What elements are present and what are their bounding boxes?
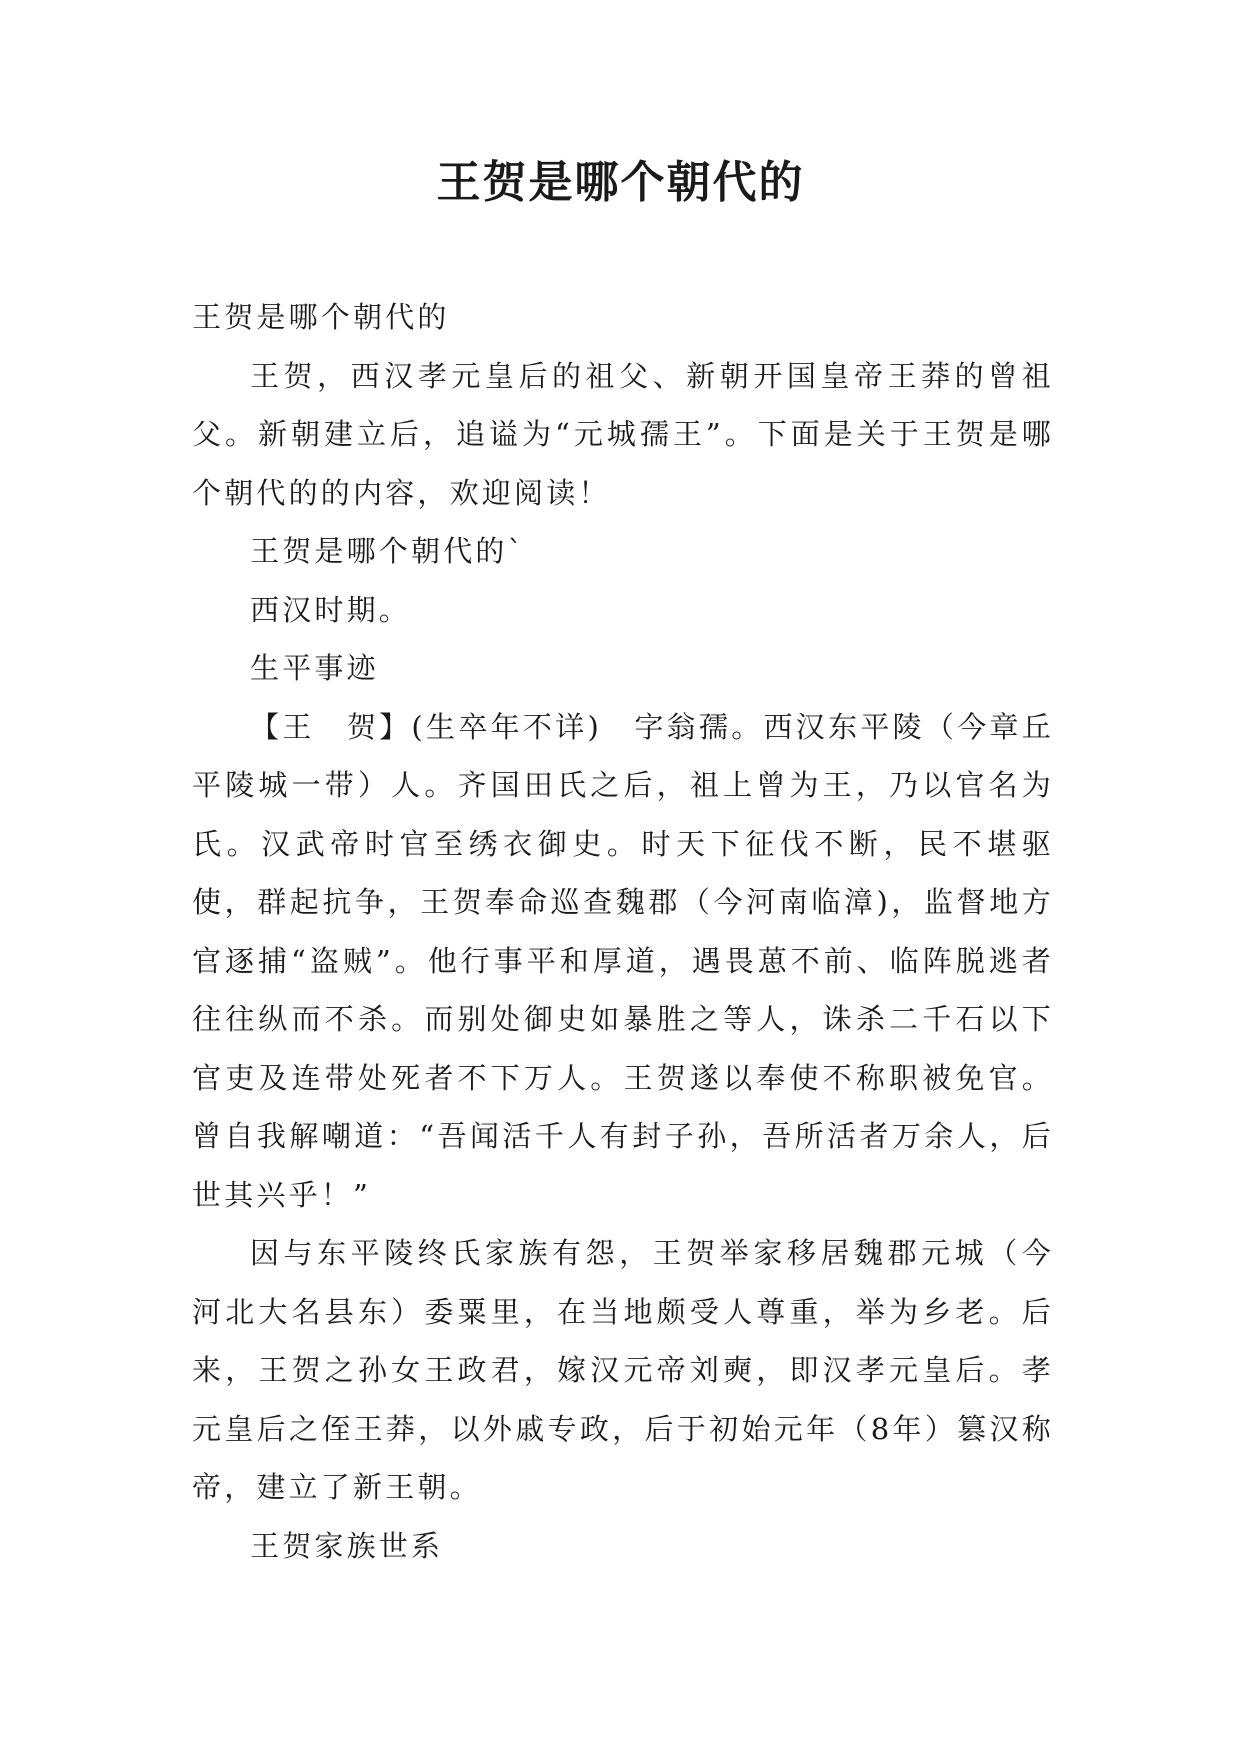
paragraph-answer: 西汉时期。 — [250, 592, 412, 627]
section-heading-life: 生平事迹 — [250, 651, 379, 685]
document-body — [192, 288, 1054, 1575]
document-title: 王贺是哪个朝代的 — [436, 157, 805, 208]
paragraph-family-move: 因与东平陵终氏家族有怨，王贺举家移居魏郡元城（今河北大名县东）委粟里，在当地颇受人尊重，举为乡老。后来，王贺之孙女王政君，嫁汉元帝刘奭，即汉孝元皇后。孝元皇后之侄王莽，以外戚专政，后于初始元年（8年）篡汉称帝，建立了新王朝。 — [192, 1236, 1054, 1504]
paragraph-heading-repeat: 王贺是哪个朝代的 — [192, 300, 450, 334]
paragraph-biography: 【王 贺】(生卒年不详) 字翁孺。西汉东平陵（今章丘平陵城一带）人。齐国田氏之后，祖上曾为王，乃以官名为氏。汉武帝时官至绣衣御史。时天下征伐不断，民不堪驱使，群起抗争，王贺奉命巡查魏郡（今河南临漳)，监督地方官逐捕“盗贼”。他行事平和厚道，遇畏葸不前、临阵脱逃者往往纵而不杀。而别处御史如暴胜之等人，诛杀二千石以下官吏及连带处死者不下万人。王贺遂以奉使不称职被免官。曾自我解嘲道：“吾闻活千人有封子孙，吾所活者万余人，后世其兴乎！” — [192, 709, 1054, 1212]
section-heading-lineage: 王贺家族世系 — [250, 1528, 444, 1563]
paragraph-intro: 王贺，西汉孝元皇后的祖父、新朝开国皇帝王莽的曾祖父。新朝建立后，追谥为“元城孺王”。下面是关于王贺是哪个朝代的的内容，欢迎阅读！ — [192, 358, 1054, 510]
paragraph-question: 王贺是哪个朝代的` — [250, 534, 526, 568]
